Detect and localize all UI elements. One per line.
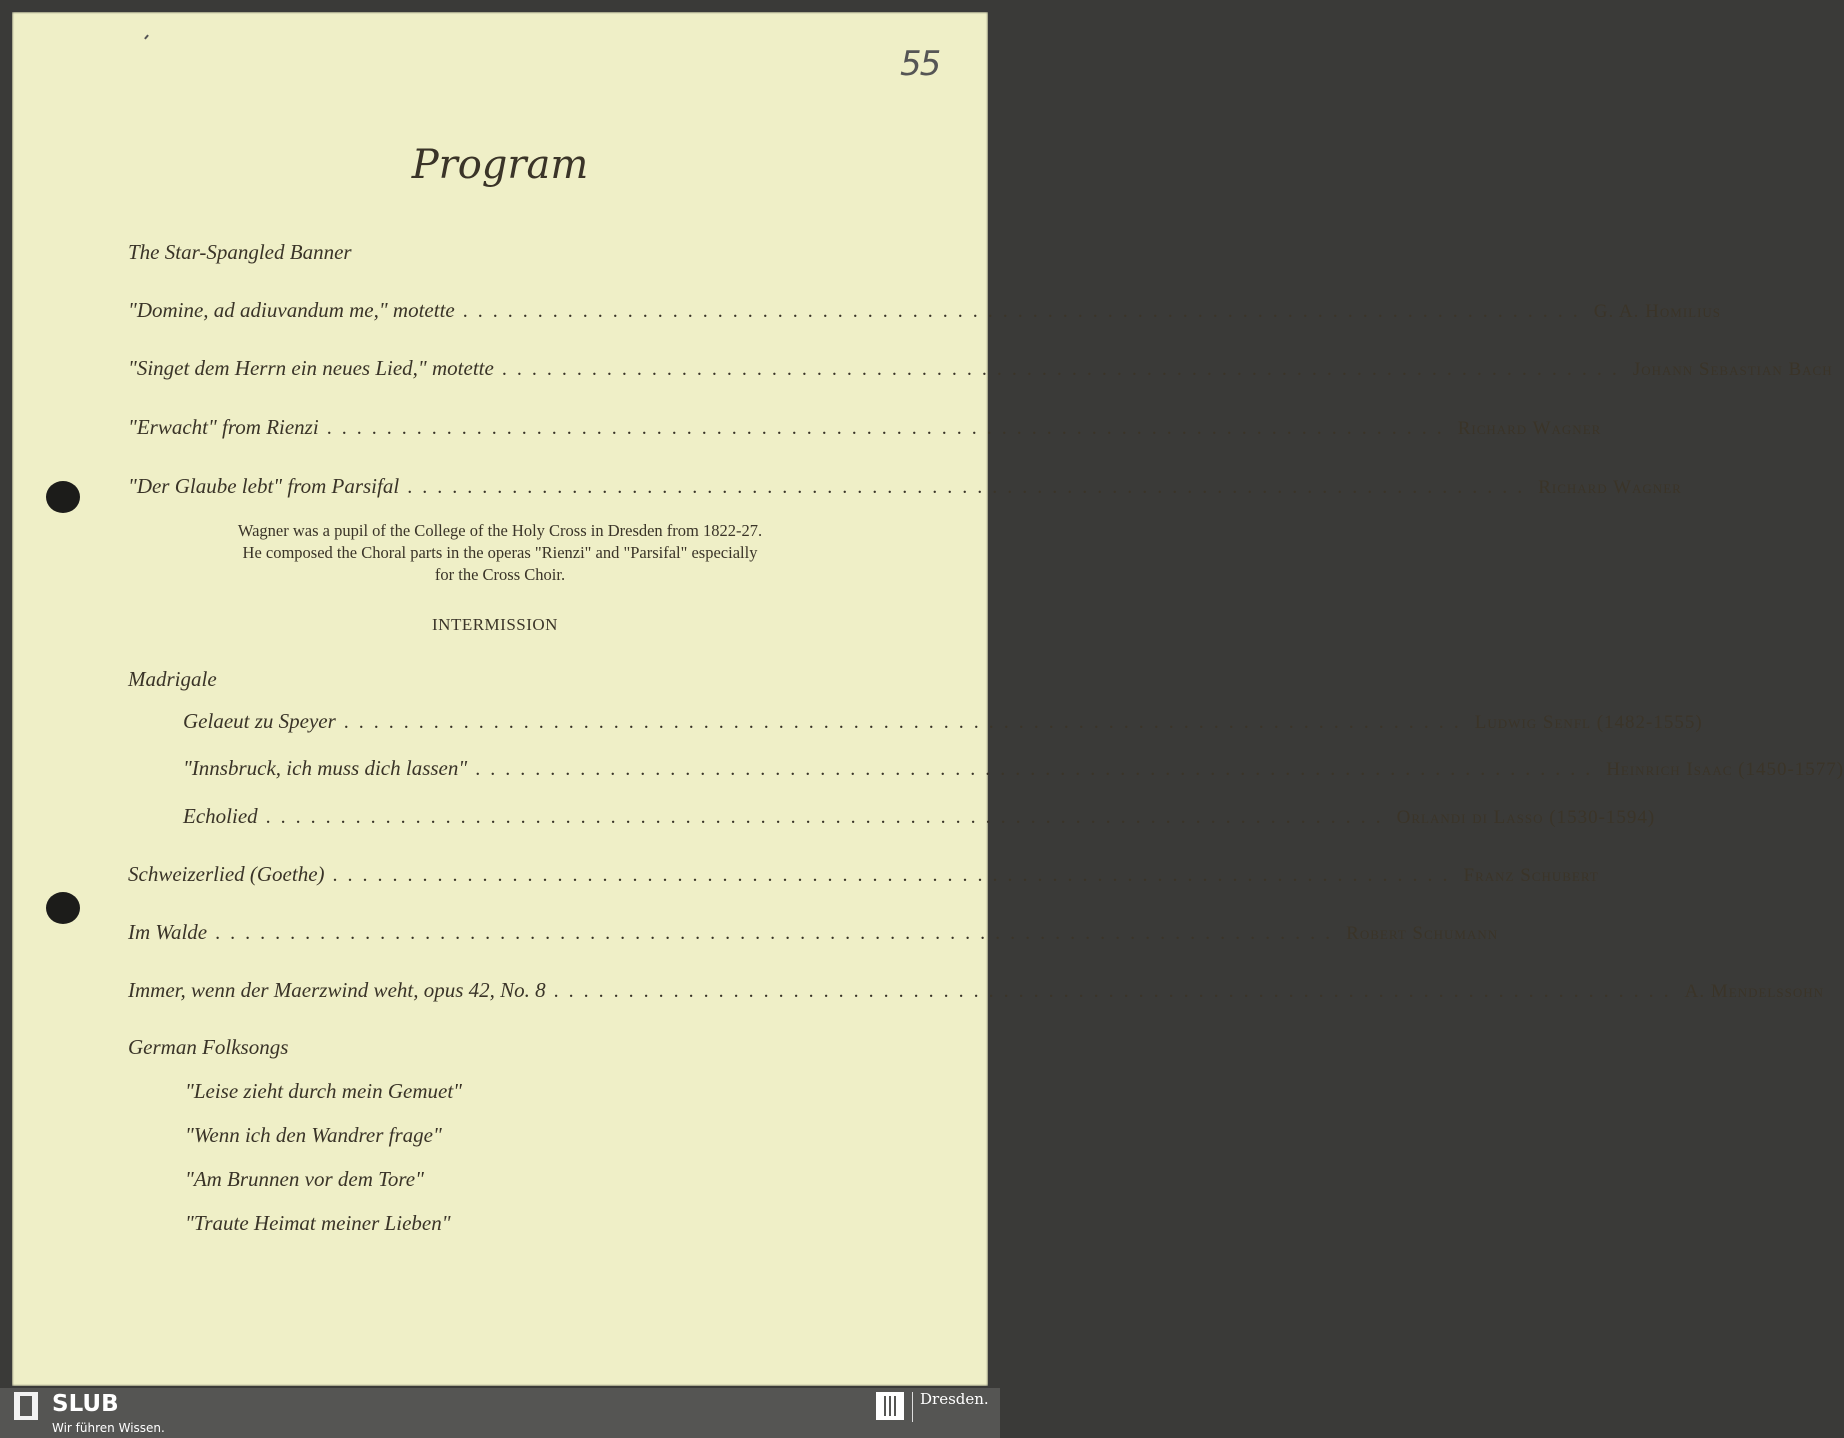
work-title: "Erwacht" from Rienzi [128,415,319,439]
composer-name: Heinrich Isaac (1450-1577) [1606,759,1844,780]
work-title: Immer, wenn der Maerzwind weht, opus 42, No. 8 [128,978,546,1002]
work-title: "Der Glaube lebt" from Parsifal [128,474,400,498]
dot-leader: ........................................................................... [553,980,1679,1002]
dot-leader: ........................................................................... [326,417,1452,439]
intermission-heading: INTERMISSION [432,615,558,634]
program-item [128,920,1499,945]
work-title: "Singet dem Herrn ein neues Lied," motette [128,356,494,380]
program-item [183,709,1703,734]
folksong-title: "Leise zieht durch mein Gemuet" [185,1079,462,1103]
composer-name: Johann Sebastian Bach [1632,359,1833,380]
madrigale-heading: Madrigale [128,667,217,691]
folksong-title: "Traute Heimat meiner Lieben" [185,1211,451,1235]
dot-leader: ........................................................................... [475,758,1601,780]
program-item [128,298,1722,323]
folksong-title: "Am Brunnen vor dem Tore" [185,1167,424,1191]
note-line: He composed the Choral parts in the operas "Rienzi" and "Parsifal" especially [242,543,758,562]
program-item [128,862,1599,887]
note-line: Wagner was a pupil of the College of the Holy Cross in Dresden from 1822-27. [237,521,763,540]
composer-name: Richard Wagner [1538,477,1682,498]
work-title: "Innsbruck, ich muss dich lassen" [183,756,468,780]
dot-leader: ........................................................................... [215,922,1341,944]
dot-leader: ........................................................................... [407,476,1533,498]
program-item [128,356,1833,381]
work-title: Im Walde [128,920,208,944]
composer-name: Ludwig Senfl (1482-1555) [1474,712,1703,733]
composer-name: G. A. Homilius [1593,301,1722,322]
punch-hole [46,481,80,513]
page-number: 55 [900,44,940,84]
slub-logo-icon [14,1392,38,1420]
dot-leader: ........................................................................... [265,806,1391,828]
work-title: Schweizerlied (Goethe) [128,862,325,886]
composer-name: Franz Schubert [1463,865,1599,886]
composer-name: Robert Schumann [1346,923,1499,944]
work-title: Echolied [183,804,258,828]
work-title: Gelaeut zu Speyer [183,709,336,733]
punch-hole [46,892,80,924]
folksongs-heading: German Folksongs [128,1035,289,1059]
composer-name: Orlandi di Lasso (1530-1594) [1396,807,1656,828]
dot-leader: ........................................................................... [343,711,1469,733]
composer-name: Richard Wagner [1457,418,1602,439]
library-name[interactable]: SLUB [52,1391,119,1417]
dot-leader: ........................................................................... [501,358,1627,380]
program-item [128,415,1602,440]
page-title: Program [411,142,589,188]
library-slogan: Wir führen Wissen. [52,1421,165,1435]
logo-divider [912,1392,913,1422]
dot-leader: ........................................................................... [462,300,1588,322]
program-item [183,756,1844,781]
program-item [128,978,1824,1003]
dot-leader: ........................................................................... [332,864,1458,886]
anthem-line: The Star-Spangled Banner [128,240,352,264]
program-item [128,474,1682,499]
note-line: for the Cross Choir. [434,565,566,584]
wagner-note [0,520,1000,586]
program-item [183,804,1656,829]
program-page [12,12,988,1386]
composer-name: A. Mendelssohn [1684,981,1824,1002]
work-title: "Domine, ad adiuvandum me," motette [128,298,455,322]
folksong-title: "Wenn ich den Wandrer frage" [185,1123,442,1147]
city-logo-text[interactable]: Dresden. [920,1390,989,1408]
dresden-coat-of-arms-icon [876,1392,904,1420]
